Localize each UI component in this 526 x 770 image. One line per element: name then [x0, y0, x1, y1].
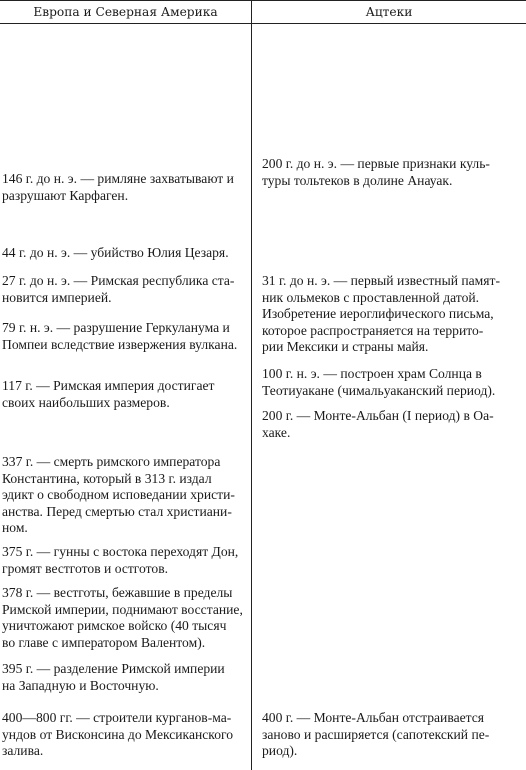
header-bottom-border	[0, 23, 526, 24]
column-header-europe: Европа и Северная Америка	[33, 5, 218, 19]
left-entry-395ad: 395 г. — разделение Римской империи на Западную и Восточную.	[2, 661, 225, 693]
right-entry-200ad: 200 г. — Монте-Альбан (I период) в Оа- хаке.	[262, 408, 494, 440]
left-entry-378ad: 378 г. — вестготы, бежавшие в пределы Римской империи, поднимают восстание, уничтожают римское войско (40 тысяч во главе с императором Валентом).	[2, 585, 243, 650]
left-entry-27bc: 27 г. до н. э. — Римская республика ста- новится империей.	[2, 273, 235, 305]
left-entry-337ad: 337 г. — смерть римского императора Константина, который в 313 г. издал эдикт о свободном исповедании христи- анства. Перед смертью стал христиани- ном.	[2, 454, 235, 536]
left-entry-375ad: 375 г. — гунны с востока переходят Дон, громят вестготов и остготов.	[2, 544, 239, 576]
column-header-aztecs: Ацтеки	[365, 5, 413, 19]
right-entry-100ad: 100 г. н. э. — построен храм Солнца в Теотиуакане (чимальуаканский период).	[262, 366, 496, 398]
column-divider	[251, 0, 252, 770]
table-top-border	[0, 0, 526, 1]
left-entry-79ad: 79 г. н. э. — разрушение Геркуланума и Помпеи вследствие извержения вулкана.	[2, 320, 238, 352]
left-entry-400-800ad: 400—800 гг. — строители курганов-ма- ундов от Висконсина до Мексиканского залива.	[2, 710, 234, 759]
left-entry-146bc: 146 г. до н. э. — римляне захватывают и разрушают Карфаген.	[2, 171, 234, 203]
left-entry-117ad: 117 г. — Римская империя достигает своих наибольших размеров.	[2, 378, 215, 410]
right-entry-31bc: 31 г. до н. э. — первый известный памят- ник ольмеков с проставленной датой. Изобретение иероглифического письма, которое распространяется на террито- рии Мексики и страны майя.	[262, 273, 501, 355]
left-entry-44bc: 44 г. до н. э. — убийство Юлия Цезаря.	[2, 245, 229, 260]
right-entry-200bc: 200 г. до н. э. — первые признаки куль- туры тольтеков в долине Анауак.	[262, 156, 490, 188]
right-entry-400ad: 400 г. — Монте-Альбан отстраивается заново и расширяется (сапотекский пе- риод).	[262, 710, 490, 759]
